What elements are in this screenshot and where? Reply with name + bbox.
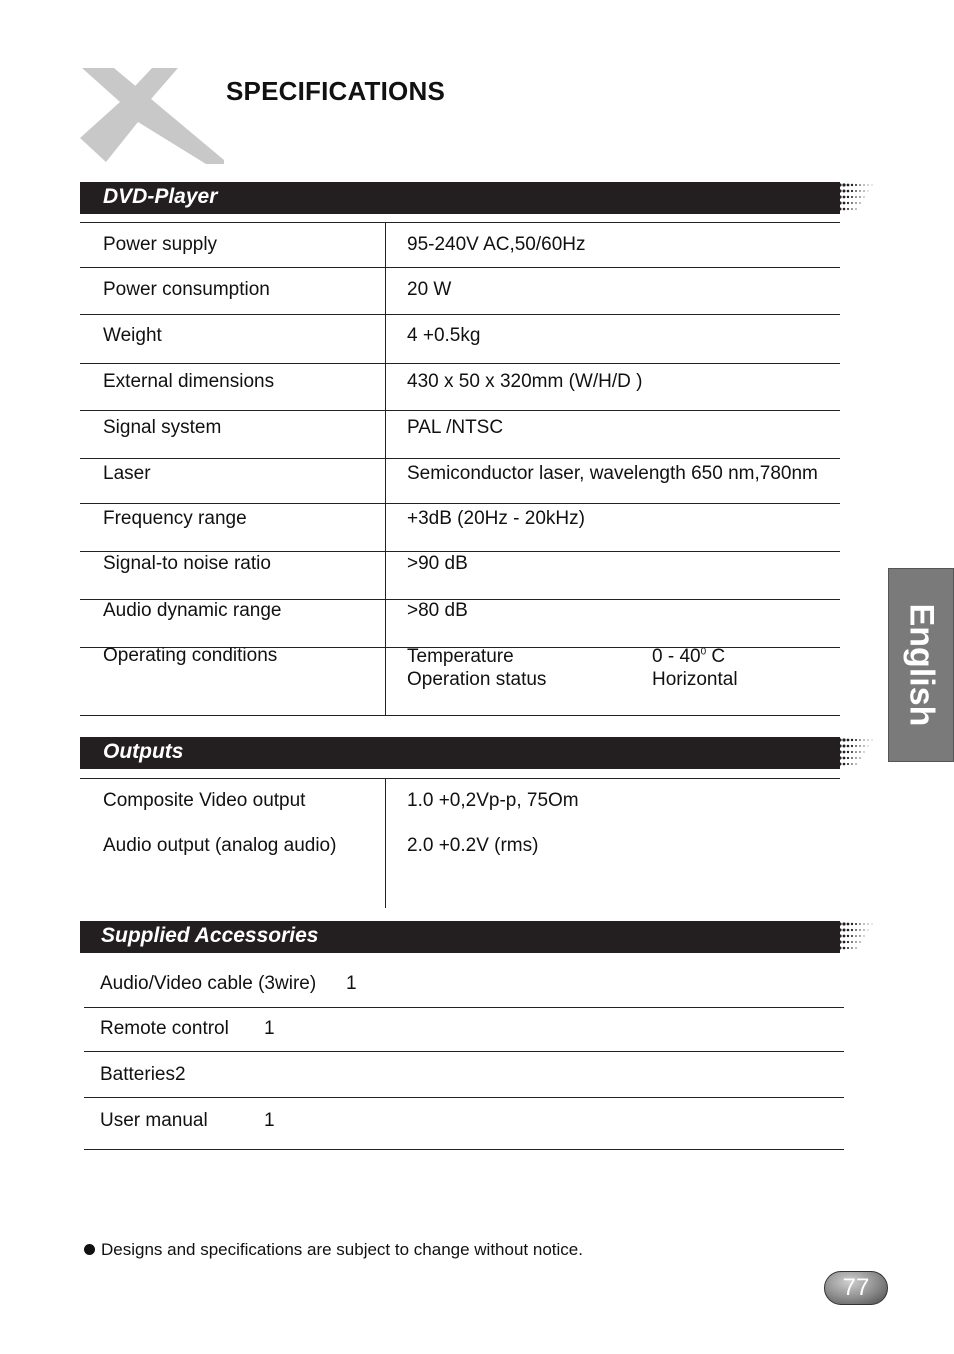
spec-value: 4 +0.5kg bbox=[407, 325, 481, 346]
dot-pattern-icon bbox=[838, 182, 878, 214]
temperature-label: Temperature bbox=[407, 646, 514, 667]
spec-value: PAL /NTSC bbox=[407, 417, 504, 438]
x-logo-icon bbox=[78, 62, 228, 166]
accessory-qty: 1 bbox=[264, 1018, 275, 1039]
spec-value: 2.0 +0.2V (rms) bbox=[407, 835, 539, 856]
section-header-accessories bbox=[80, 921, 840, 953]
spec-label: Audio output (analog audio) bbox=[103, 835, 337, 856]
spec-label: Frequency range bbox=[103, 508, 247, 529]
table-row bbox=[80, 503, 840, 529]
bullet-icon bbox=[84, 1244, 95, 1255]
spec-label: Audio dynamic range bbox=[103, 600, 282, 621]
table-row bbox=[80, 458, 840, 484]
section-header-outputs bbox=[80, 737, 840, 769]
spec-value: +3dB (20Hz - 20kHz) bbox=[407, 508, 585, 529]
section-title: Outputs bbox=[103, 740, 184, 763]
operation-status-label: Operation status bbox=[407, 669, 547, 690]
accessory-name: Remote control bbox=[100, 1018, 229, 1039]
spec-label: External dimensions bbox=[103, 371, 275, 392]
spec-label: Weight bbox=[103, 325, 162, 346]
spec-value: 95-240V AC,50/60Hz bbox=[407, 234, 586, 255]
table-row bbox=[80, 551, 840, 574]
outputs-spec-table bbox=[80, 778, 840, 908]
table-row bbox=[80, 222, 840, 255]
footnote bbox=[84, 1240, 583, 1260]
spec-label: Power consumption bbox=[103, 279, 270, 300]
spec-value: 1.0 +0,2Vp-p, 75Om bbox=[407, 790, 579, 811]
section-title: DVD-Player bbox=[103, 185, 218, 208]
dvd-player-spec-table bbox=[80, 222, 840, 716]
footnote-text: Designs and specifications are subject to change without notice. bbox=[101, 1240, 583, 1259]
table-bottom-border bbox=[80, 715, 840, 716]
spec-value: Semiconductor laser, wavelength 650 nm,780nm bbox=[407, 463, 818, 484]
column-divider bbox=[385, 778, 386, 908]
accessory-name: User manual bbox=[100, 1110, 208, 1131]
column-divider bbox=[385, 222, 386, 715]
table-row bbox=[80, 363, 840, 392]
table-row bbox=[80, 410, 840, 438]
accessory-qty: 1 bbox=[346, 973, 357, 994]
spec-label: Power supply bbox=[103, 234, 218, 255]
spec-label: Operating conditions bbox=[103, 645, 278, 666]
spec-value: >80 dB bbox=[407, 600, 468, 621]
divider bbox=[84, 1097, 844, 1098]
page-title: SPECIFICATIONS bbox=[226, 76, 446, 106]
table-row bbox=[80, 599, 840, 621]
spec-label: Composite Video output bbox=[103, 790, 306, 811]
divider bbox=[84, 1007, 844, 1008]
table-row bbox=[80, 267, 840, 300]
accessory-name: Audio/Video cable (3wire) bbox=[100, 973, 317, 994]
spec-value: 20 W bbox=[407, 279, 452, 300]
table-row bbox=[80, 314, 840, 346]
temperature-value: $0 - 40^0$ C bbox=[652, 646, 726, 667]
accessory-name: Batteries2 bbox=[100, 1064, 186, 1085]
section-title: Supplied Accessories bbox=[101, 924, 319, 947]
section-header-dvd-player bbox=[80, 182, 840, 214]
dot-pattern-icon bbox=[838, 921, 878, 953]
divider bbox=[84, 1051, 844, 1052]
spec-label: Signal system bbox=[103, 417, 222, 438]
language-tab bbox=[888, 568, 954, 762]
spec-value: >90 dB bbox=[407, 553, 468, 574]
table-row bbox=[80, 778, 840, 811]
spec-label: Laser bbox=[103, 463, 151, 484]
language-tab-label: English bbox=[902, 603, 941, 727]
accessory-qty: 1 bbox=[264, 1110, 275, 1131]
page-number: 77 bbox=[824, 1271, 888, 1305]
operation-status-value: Horizontal bbox=[652, 669, 738, 690]
divider bbox=[84, 1149, 844, 1150]
table-row-operating-conditions bbox=[80, 645, 840, 690]
dot-pattern-icon bbox=[838, 737, 878, 769]
spec-label: Signal-to noise ratio bbox=[103, 553, 271, 574]
spec-value: 430 x 50 x 320mm (W/H/D ) bbox=[407, 371, 643, 392]
